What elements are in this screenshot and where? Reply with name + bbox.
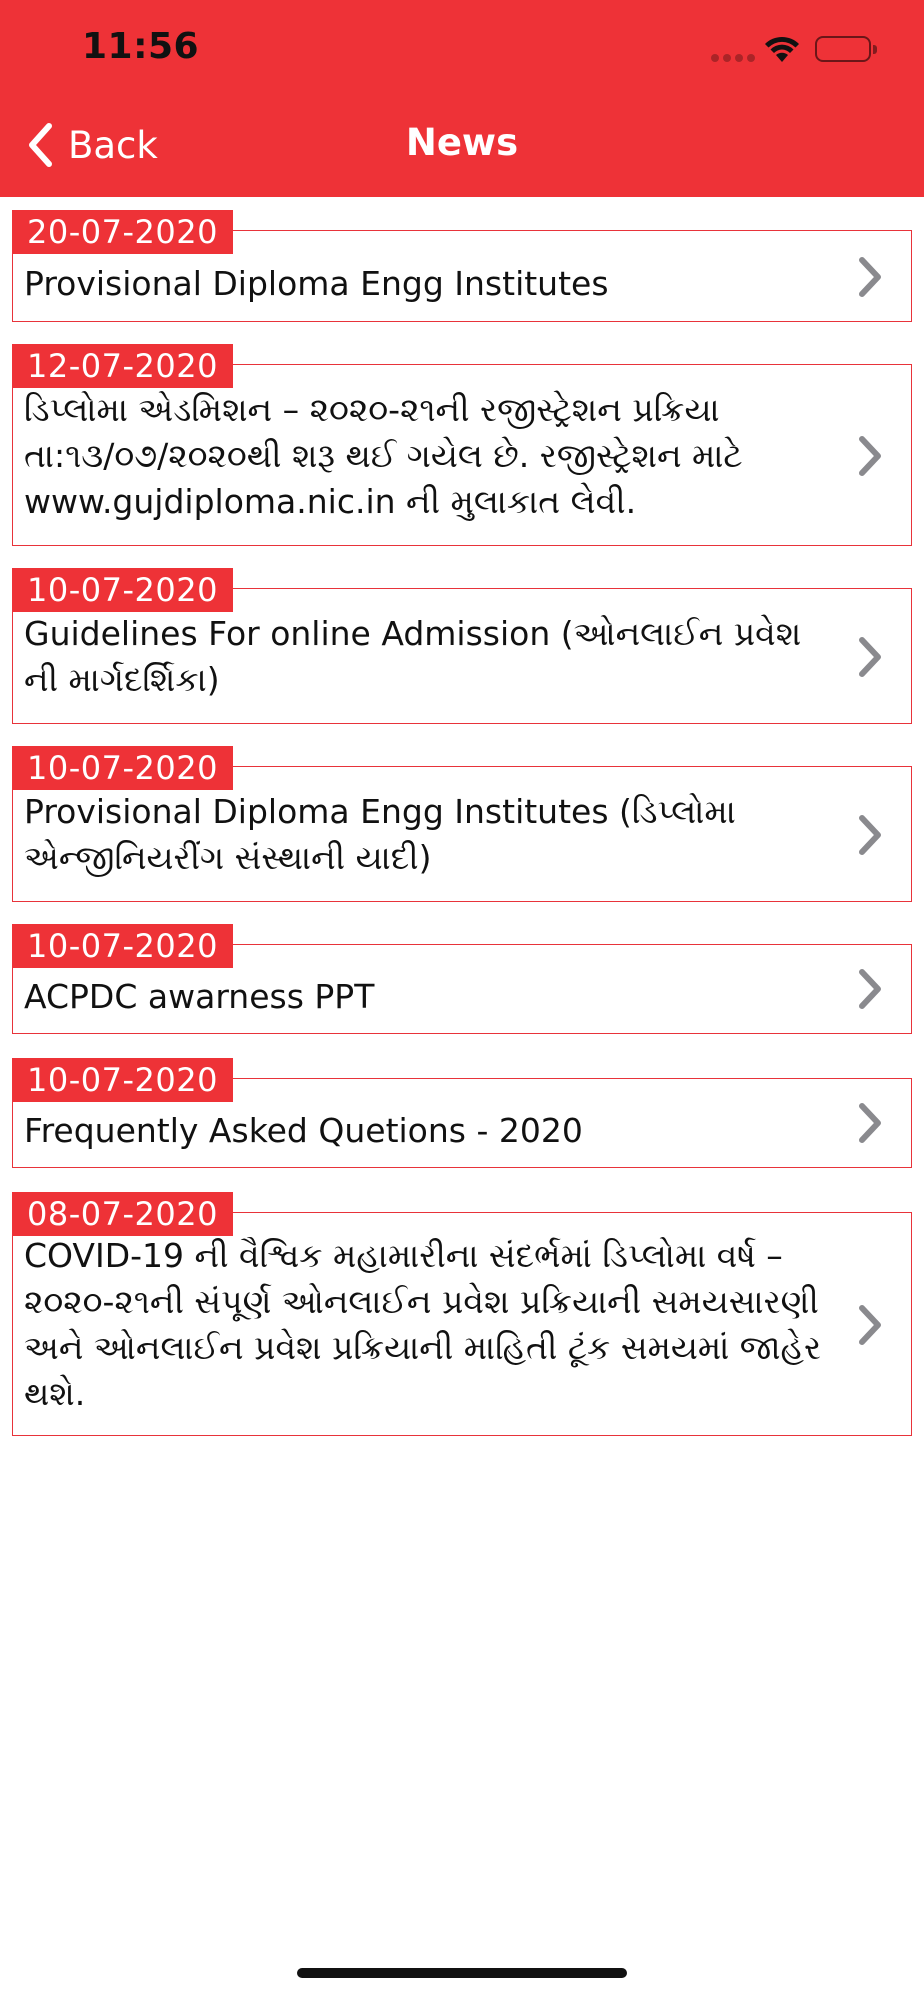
news-title: Provisional Diploma Engg Institutes (ડિપ્લોમા એન્જીનિયરીંગ સંસ્થાની યાદી)	[24, 792, 736, 877]
news-item	[12, 568, 912, 724]
news-date-badge: 10-07-2020	[12, 1058, 233, 1102]
chevron-right-icon	[855, 1101, 885, 1145]
news-title: Provisional Diploma Engg Institutes	[24, 264, 609, 303]
status-time: 11:56	[82, 26, 200, 67]
news-date-badge: 10-07-2020	[12, 746, 233, 790]
chevron-right-icon	[855, 635, 885, 679]
battery-icon	[815, 36, 871, 62]
news-item	[12, 210, 912, 322]
news-title: Frequently Asked Quetions - 2020	[24, 1111, 583, 1150]
home-indicator	[297, 1968, 627, 1978]
news-title: Guidelines For online Admission (ઓનલાઈન પ્રવેશ ની માર્ગદર્શિકા)	[24, 614, 802, 699]
news-item	[12, 1192, 912, 1436]
news-item	[12, 746, 912, 902]
navigation-header	[0, 0, 924, 197]
news-date-badge: 08-07-2020	[12, 1192, 233, 1236]
news-date-badge: 10-07-2020	[12, 924, 233, 968]
news-date-badge: 10-07-2020	[12, 568, 233, 612]
news-item	[12, 924, 912, 1034]
chevron-right-icon	[855, 255, 885, 299]
signal-icon	[711, 54, 755, 62]
back-label: Back	[68, 123, 158, 167]
chevron-right-icon	[855, 967, 885, 1011]
chevron-right-icon	[855, 1303, 885, 1347]
news-item	[12, 344, 912, 546]
page-title: News	[405, 121, 519, 164]
news-title: ડિપ્લોમા એડમિશન – ૨૦૨૦-૨૧ની રજીસ્ટ્રેશન પ્રક્રિયા તા:૧૩/૦૭/૨૦૨૦થી શરૂ થઈ ગયેલ છે. રજીસ્ટ્રેશન માટે www.gujdiploma.nic.in ની મુલાકાત લેવી.	[24, 390, 743, 521]
news-title: ACPDC awarness PPT	[24, 977, 375, 1016]
news-date-badge: 12-07-2020	[12, 344, 233, 388]
news-card[interactable]	[12, 1212, 912, 1436]
news-date-badge: 20-07-2020	[12, 210, 233, 254]
wifi-icon	[762, 34, 802, 64]
news-item	[12, 1058, 912, 1168]
chevron-right-icon	[855, 434, 885, 478]
chevron-right-icon	[855, 813, 885, 857]
news-title: COVID-19 ની વૈશ્વિક મહામારીના સંદર્ભમાં ડિપ્લોમા વર્ષ – ૨૦૨૦-૨૧ની સંપૂર્ણ ઓનલાઈન પ્રવેશ પ્રક્રિયાની સમયસારણી અને ઓનલાઈન પ્રવેશ પ્રક્રિયાની માહિતી ટૂંક સમયમાં જાહેર થશે.	[24, 1236, 822, 1413]
news-card[interactable]	[12, 364, 912, 546]
